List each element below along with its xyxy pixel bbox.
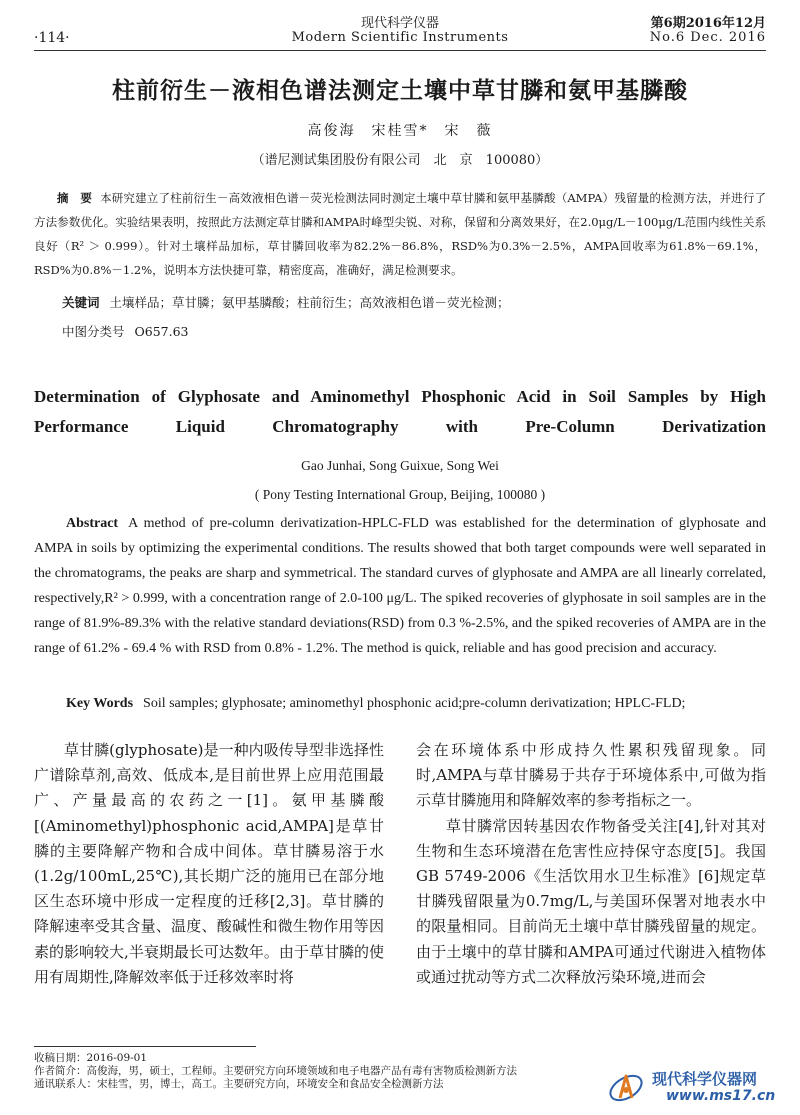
abstract-cn-text: 本研究建立了柱前衍生－高效液相色谱－荧光检测法同时测定土壤中草甘膦和氨甲基膦酸（AMPA）残留量的检测方法，并进行了方法参数优化。实验结果表明，按照此方法测定草甘膦和AMPA时峰型尖锐、对称，保留和分离效果好，在2.0μg/L－100μg/L范围内线性关系良好（R² ＞ 0.999）。针对土壤样品加标，草甘膦回收率为82.2%－86.8%，RSD%为0.3%－2.5%，AMPA回收率为61.8%－69.1%，RSD%为0.8%－1.2%，说明本方法快捷可靠，精密度高，准确好，满足检测要求。 bbox=[34, 191, 767, 277]
body-paragraph: 会在环境体系中形成持久性累积残留现象。同时,AMPA与草甘膦易于共存于环境体系中,可做为指示草甘膦施用和降解效率的参考指标之一。 bbox=[416, 741, 766, 810]
footnote-corresponding: 通讯联系人：宋桂雪，男，博士，高工。主要研究方向，环境安全和食品安全检测新方法 bbox=[34, 1078, 444, 1090]
body-column-left bbox=[34, 738, 384, 990]
watermark-logo-icon bbox=[606, 1068, 646, 1108]
footnote-author-intro: 作者简介：高俊海，男，硕士，工程师。主要研究方向环境领域和电子电器产品有毒有害物质检测新方法 bbox=[34, 1065, 517, 1077]
issue-cn: 第6期2016年12月 bbox=[650, 16, 766, 31]
keywords-cn-label: 关键词 bbox=[62, 295, 100, 310]
affiliation-cn: （谱尼测试集团股份有限公司 北 京 100080） bbox=[251, 153, 549, 168]
keywords-cn-text: 土壤样品；草甘膦；氨甲基膦酸；柱前衍生；高效液相色谱－荧光检测； bbox=[109, 295, 510, 310]
page-number: ·114· bbox=[34, 30, 70, 46]
body-paragraph: 草甘膦(glyphosate)是一种内吸传导型非选择性广谱除草剂,高效、低成本,是目前世界上应用范围最广、产量最高的农药之一[1]。氨甲基膦酸[(Aminomethyl)phosphonic acid,AMPA]是草甘膦的主要降解产物和合成中间体。草甘膦易溶于水(1.2g/100mL,25℃),其长期广泛的施用已在部分地区生态环境中形成一定程度的迁移[2,3]。草甘膦的降解速率受其含量、温度、酸碱性和微生物作用等因素的影响较大,半衰期最长可达数年。由于草甘膦的使用有周期性,降解效率低于迁移效率时将 bbox=[34, 741, 384, 986]
issue-en: No.6 Dec. 2016 bbox=[649, 30, 766, 45]
watermark bbox=[606, 1066, 792, 1110]
footnote-received: 收稿日期：2016-09-01 bbox=[34, 1052, 148, 1064]
title-en: Determination of Glyphosate and Aminomethyl Phosphonic Acid in Soil Samples by High Performance Liquid Chromatography with Pre-Column Derivatization bbox=[34, 387, 766, 436]
keywords-en bbox=[66, 696, 766, 712]
clc-number bbox=[62, 322, 762, 340]
affiliation-en: ( Pony Testing International Group, Beijing, 100080 ) bbox=[254, 487, 546, 502]
watermark-url: www.ms17.cn bbox=[666, 1088, 776, 1104]
title-cn: 柱前衍生－液相色谱法测定土壤中草甘膦和氨甲基膦酸 bbox=[112, 78, 688, 104]
watermark-name: 现代科学仪器网 bbox=[652, 1070, 758, 1088]
abstract-en-text: A method of pre-column derivatization-HPLC-FLD was established for the determination of glyphosate and AMPA in soils by optimizing the experimental conditions. The results showed that both target compounds were well separated in the chromatograms, the peaks are sharp and symmetrical. The standard curves of glyphosate and AMPA are all linearly correlated, respectively,R² > 0.999, with a concentration range of 2.0-100 μg/L. The spiked recoveries of glyphosate in soil samples are in the range of 81.9%-89.3% with the relative standard deviations(RSD) from 0.3 %-2.5%, and the spiked recoveries of AMPA are in the range of 61.2% - 69.4 % with RSD from 0.8% - 1.2%. The method is quick, reliable and has good precision and accuracy. bbox=[34, 516, 766, 656]
keywords-en-text: Soil samples; glyphosate; aminomethyl phosphonic acid;pre-column derivatization; HPLC-FLD; bbox=[143, 696, 686, 711]
running-header bbox=[34, 10, 766, 50]
body-column-right bbox=[416, 738, 766, 990]
clc-label: 中图分类号 bbox=[62, 324, 125, 339]
authors-en: Gao Junhai, Song Guixue, Song Wei bbox=[301, 458, 499, 473]
abstract-cn-label: 摘 要 bbox=[57, 191, 93, 205]
abstract-cn bbox=[34, 186, 766, 282]
body-paragraph: 草甘膦常因转基因农作物备受关注[4],针对其对生物和生态环境潜在危害性应持保守态度[5]。我国GB 5749-2006《生活饮用水卫生标准》[6]规定草甘膦残留限量为0.7mg/L,与美国环保署对地表水中的限量相同。目前尚无土壤中草甘膦残留量的规定。由于土壤中的草甘膦和AMPA可通过代谢进入植物体或通过扰动等方式二次释放污染环境,进而会 bbox=[416, 816, 766, 986]
footnote-divider bbox=[34, 1046, 256, 1047]
authors-cn: 高俊海 宋桂雪* 宋 薇 bbox=[307, 123, 493, 139]
journal-name-cn: 现代科学仪器 bbox=[360, 16, 439, 31]
clc-value: O657.63 bbox=[134, 324, 189, 339]
journal-name-en: Modern Scientific Instruments bbox=[291, 30, 509, 45]
keywords-cn bbox=[62, 293, 762, 311]
abstract-en-label: Abstract bbox=[66, 516, 119, 531]
header-divider bbox=[34, 50, 766, 51]
abstract-en bbox=[34, 511, 766, 661]
keywords-en-label: Key Words bbox=[66, 696, 134, 711]
